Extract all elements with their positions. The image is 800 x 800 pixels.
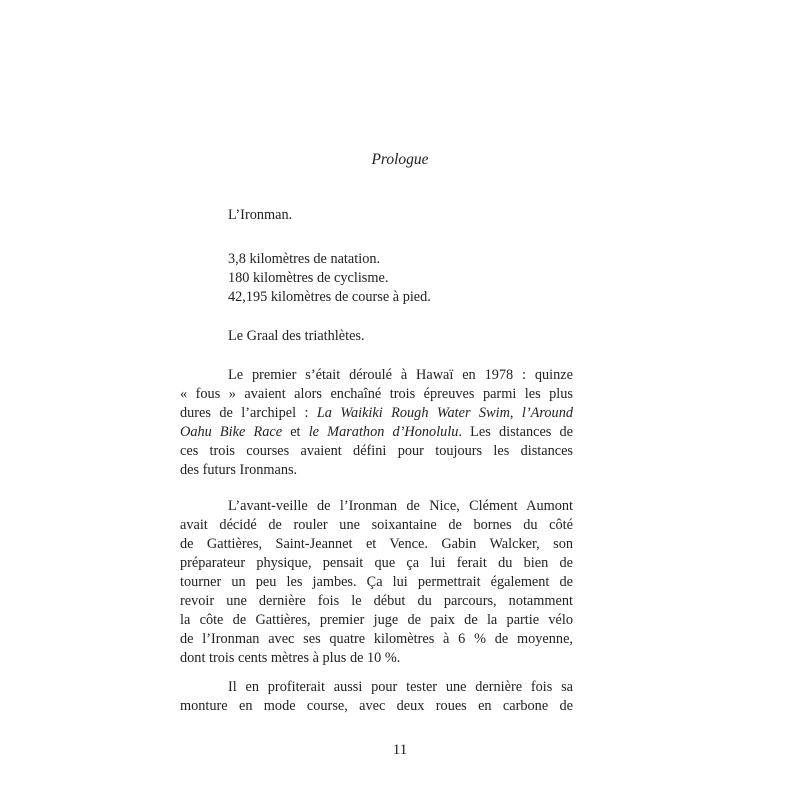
text-line: ces trois courses avaient défini pour toujours les distances	[180, 443, 573, 459]
text-line: des futurs Ironmans.	[180, 462, 298, 478]
intro-line	[228, 206, 573, 225]
text-line: monture en mode course, avec deux roues en carbone de	[180, 698, 573, 714]
text-line: 3,8 kilomètres de natation.	[228, 251, 381, 267]
text-fragment: et	[282, 424, 309, 440]
text-line: de l’Ironman avec ses quatre kilomètres à 6 % de moyenne,	[180, 631, 573, 647]
text-fragment: dures de l’archipel :	[180, 405, 317, 421]
italic-title: Oahu Bike Race	[180, 424, 283, 440]
graal-line	[228, 327, 573, 346]
text-line: dont trois cents mètres à plus de 10 %.	[180, 650, 401, 666]
text-line: L’Ironman.	[228, 207, 293, 223]
paragraph-3	[180, 678, 573, 716]
text-line: avait décidé de rouler une soixantaine de bornes du côté	[180, 517, 573, 533]
page-number: 11	[392, 742, 408, 758]
distances-block	[228, 250, 573, 307]
text-line: la côte de Gattières, premier juge de paix de la partie vélo	[180, 612, 573, 628]
text-line: de Gattières, Saint-Jeannet et Vence. Gabin Walcker, son	[180, 536, 573, 552]
text-line: Le Graal des triathlètes.	[228, 328, 365, 344]
text-line: 180 kilomètres de cyclisme.	[228, 270, 389, 286]
italic-title: le Marathon d’Honolulu	[308, 424, 459, 440]
text-fragment: ,	[509, 405, 522, 421]
text-line: Le premier s’était déroulé à Hawaï en 1978 : quinze	[228, 367, 573, 383]
text-fragment: . Les distances de	[458, 424, 574, 440]
chapter-title: Prologue	[371, 151, 429, 168]
italic-title: La Waikiki Rough Water Swim	[316, 405, 510, 421]
text-line: tourner un peu les jambes. Ça lui permettrait également de	[180, 574, 573, 590]
text-line: « fous » avaient alors enchaîné trois épreuves parmi les plus	[180, 386, 573, 402]
italic-title: l’Around	[521, 405, 573, 421]
paragraph-2	[180, 497, 573, 668]
text-line: préparateur physique, pensait que ça lui ferait du bien de	[180, 555, 573, 571]
text-line: revoir une dernière fois le début du parcours, notamment	[180, 593, 573, 609]
paragraph-1	[180, 366, 574, 480]
text-line	[180, 423, 573, 442]
text-line: L’avant-veille de l’Ironman de Nice, Clément Aumont	[228, 498, 573, 514]
text-line: Il en profiterait aussi pour tester une dernière fois sa	[228, 679, 573, 695]
text-line: 42,195 kilomètres de course à pied.	[228, 289, 431, 305]
text-line	[180, 404, 573, 423]
